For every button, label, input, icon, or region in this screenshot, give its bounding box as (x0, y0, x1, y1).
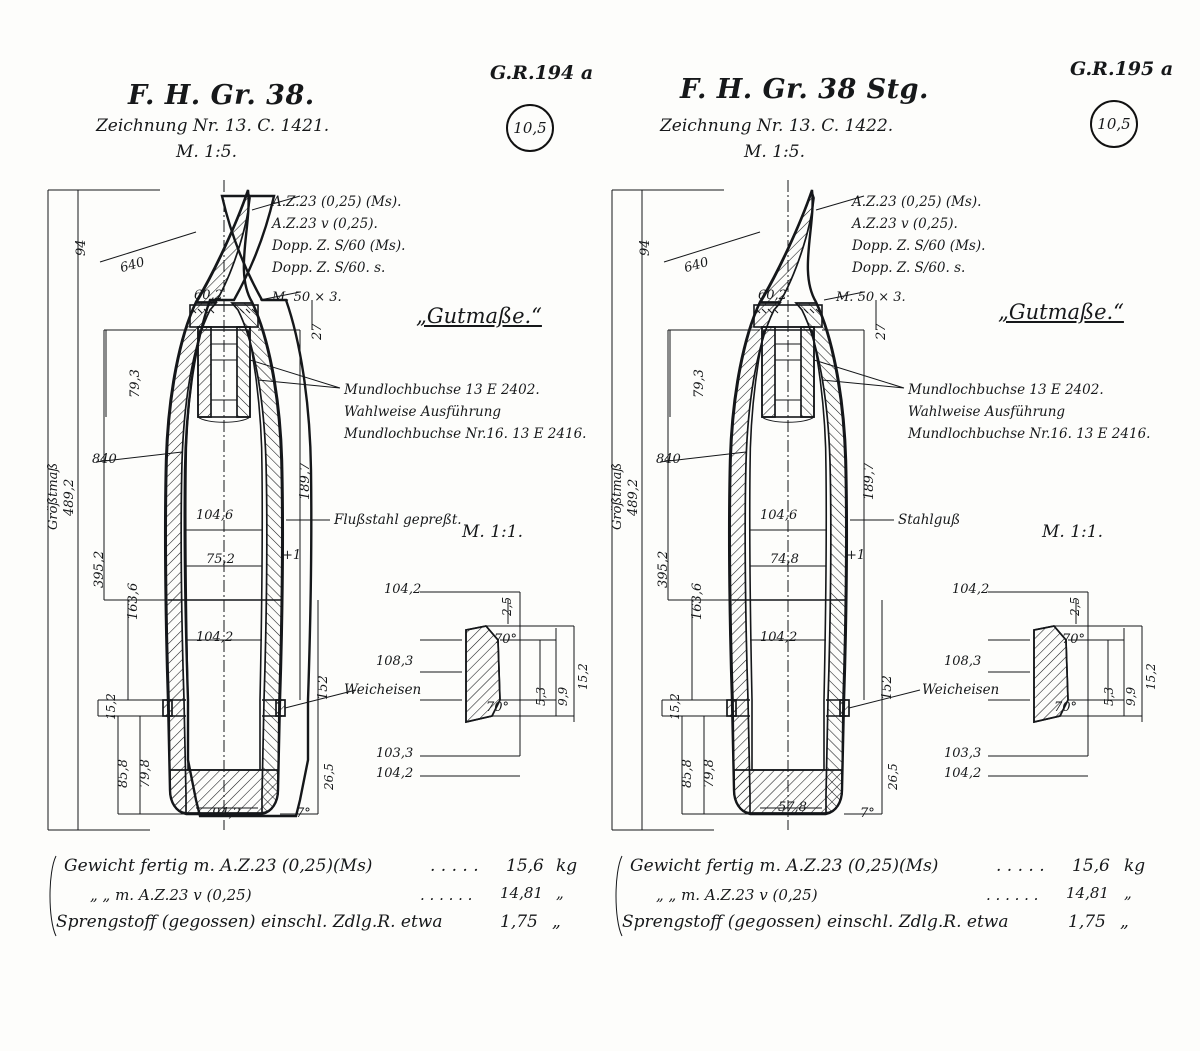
right-footer-line-2-unit: „ (1124, 884, 1132, 902)
left-detail-band-od: 108,3 (376, 654, 414, 669)
right-dim-mid-length2: 163,6 (690, 582, 705, 620)
right-footer-line-2-value: 14,81 (1066, 884, 1109, 902)
left-footer-line-1-dots: . . . . . (430, 856, 479, 876)
right-detail-total-w: 15,2 (1144, 663, 1158, 690)
left-dim-inner-radius: 840 (92, 452, 117, 467)
right-caliber-badge: 10,5 (1090, 100, 1138, 148)
right-dim-base-edge: 26,5 (886, 763, 900, 790)
left-bushing-note-3: Mundlochbuchse Nr.16. 13 E 2416. (344, 426, 587, 442)
right-dim-base-dia: 57,8 (778, 800, 807, 815)
left-footer-line-3-text: Sprengstoff (gegossen) einschl. Zdlg.R. etwa (56, 912, 443, 932)
right-dim-seat-depth: 27 (874, 323, 889, 340)
left-dim-base-dia: 94,2 (212, 806, 241, 821)
left-footer-line-1-unit: kg (556, 856, 578, 876)
right-dim-mouth-dia: 60,2 (758, 288, 787, 303)
left-drawing-number: Zeichnung Nr. 13. C. 1421. (96, 116, 330, 136)
left-footer-line-3-value: 1,75 (500, 912, 538, 932)
right-dim-wall: 74,8 (770, 552, 799, 567)
right-footer-line-2-text: „ „ m. A.Z.23 v (0,25) (656, 886, 818, 904)
left-catalog-code: G.R.194 a (490, 62, 594, 84)
right-dim-inner-dia-upper: 104,6 (760, 508, 798, 523)
right-detail-band-id: 103,3 (944, 746, 982, 761)
left-dim-tol: +1 (282, 548, 302, 563)
left-dim-base-len1: 85,8 (116, 759, 131, 788)
left-footer-line-3-unit: „ (552, 912, 561, 932)
left-dim-band-width: 15,2 (104, 693, 118, 720)
right-dim-mid-length: 189,7 (862, 462, 877, 500)
left-detail-scale: M. 1:1. (462, 522, 523, 542)
left-dim-base-len2: 79,8 (138, 759, 153, 788)
left-dim-mouth-dia: 60,2 (194, 288, 223, 303)
left-gutmasse-label: „Gutmaße.“ (416, 304, 542, 328)
right-material-note: Stahlguß (898, 512, 961, 528)
left-bushing-note-1: Mundlochbuchse 13 E 2402. (344, 382, 540, 398)
left-dim-inner-dia-upper: 104,6 (196, 508, 234, 523)
right-detail-base-dia: 104,2 (944, 766, 982, 781)
left-dim-seat-depth: 27 (310, 323, 325, 340)
right-footer-line-1-dots: . . . . . (996, 856, 1045, 876)
left-dim-ogive-radius: 640 (118, 254, 147, 277)
left-dim-inner-dia-lower: 104,2 (196, 630, 234, 645)
right-dim-max: 489,2 (626, 478, 641, 516)
right-footer-line-1-text: Gewicht fertig m. A.Z.23 (0,25)(Ms) (630, 856, 939, 876)
right-scale: M. 1:5. (744, 142, 805, 162)
left-footer-line-2-unit: „ (556, 884, 564, 902)
left-footer-line-1-text: Gewicht fertig m. A.Z.23 (0,25)(Ms) (64, 856, 373, 876)
left-detail-w2: 5,3 (534, 686, 548, 706)
left-dim-wall: 75,2 (206, 552, 235, 567)
right-detail-w2: 5,3 (1102, 686, 1116, 706)
right-dim-max-label: Größtmaß (610, 462, 625, 530)
left-fuze-note-3: Dopp. Z. S/60 (Ms). (272, 238, 406, 254)
left-footer-line-2-text: „ „ m. A.Z.23 v (0,25) (90, 886, 252, 904)
right-detail-band-od: 108,3 (944, 654, 982, 669)
right-drawing-number: Zeichnung Nr. 13. C. 1422. (660, 116, 894, 136)
left-footer-line-2-value: 14,81 (500, 884, 543, 902)
left-dim-max-label: Größtmaß (46, 462, 61, 530)
right-footer-line-3-text: Sprengstoff (gegossen) einschl. Zdlg.R. etwa (622, 912, 1009, 932)
left-footer-line-1-value: 15,6 (506, 856, 544, 876)
left-scale: M. 1:5. (176, 142, 237, 162)
right-dim-nose-height: 94 (638, 239, 653, 256)
right-detail-angle-top: 70° (1062, 632, 1086, 647)
left-detail-base-dia: 104,2 (376, 766, 414, 781)
left-fuze-note-1: A.Z.23 (0,25) (Ms). (272, 194, 402, 210)
right-footer-line-1-unit: kg (1124, 856, 1146, 876)
right-detail-w3: 9,9 (1124, 686, 1138, 706)
right-bushing-note-1: Mundlochbuchse 13 E 2402. (908, 382, 1104, 398)
left-dim-body-length: 395,2 (92, 550, 107, 588)
right-title: F. H. Gr. 38 Stg. (680, 74, 929, 105)
right-dim-band-length: 152 (880, 675, 895, 700)
left-dim-max: 489,2 (62, 478, 77, 516)
left-detail-angle-top: 70° (494, 632, 518, 647)
right-detail-scale: M. 1:1. (1042, 522, 1103, 542)
right-dim-inner-dia-lower: 104,2 (760, 630, 798, 645)
right-footer-line-3-unit: „ (1120, 912, 1129, 932)
right-dim-tol: +1 (846, 548, 866, 563)
right-fuze-note-2: A.Z.23 v (0,25). (852, 216, 958, 232)
right-dim-base-angle: 7° (860, 806, 875, 821)
right-dim-band-width: 15,2 (668, 693, 682, 720)
left-dim-mid-length2: 163,6 (126, 582, 141, 620)
right-footer-line-3-value: 1,75 (1068, 912, 1106, 932)
right-dim-thread: M. 50 × 3. (836, 290, 906, 305)
left-dim-base-angle: 7° (296, 806, 311, 821)
right-fuze-note-3: Dopp. Z. S/60 (Ms). (852, 238, 986, 254)
right-dim-inner-radius: 840 (656, 452, 681, 467)
right-fuze-note-4: Dopp. Z. S/60. s. (852, 260, 966, 276)
right-dim-ogive-radius: 640 (682, 254, 711, 277)
right-bushing-note-3: Mundlochbuchse Nr.16. 13 E 2416. (908, 426, 1151, 442)
left-title: F. H. Gr. 38. (128, 80, 315, 111)
left-detail-angle-bottom: 70° (486, 700, 510, 715)
right-footer-line-2-dots: . . . . . . (986, 886, 1039, 904)
left-caliber-badge: 10,5 (506, 104, 554, 152)
left-dim-cavity-depth: 79,3 (128, 369, 143, 398)
left-dim-nose-height: 94 (74, 239, 89, 256)
right-detail-w1: 2,5 (1068, 596, 1082, 616)
right-footer-line-1-value: 15,6 (1072, 856, 1110, 876)
left-bushing-note-2: Wahlweise Ausführung (344, 404, 502, 420)
right-bushing-note-2: Wahlweise Ausführung (908, 404, 1066, 420)
left-dim-thread: M. 50 × 3. (272, 290, 342, 305)
right-dim-base-len2: 79,8 (702, 759, 717, 788)
left-detail-band-id: 103,3 (376, 746, 414, 761)
left-dim-mid-length: 189,7 (298, 462, 313, 500)
left-detail-total-w: 15,2 (576, 663, 590, 690)
left-detail-w3: 9,9 (556, 686, 570, 706)
left-detail-top-dia: 104,2 (384, 582, 422, 597)
right-dim-base-len1: 85,8 (680, 759, 695, 788)
right-detail-angle-bottom: 70° (1054, 700, 1078, 715)
left-detail-w1: 2,5 (500, 596, 514, 616)
left-material-note: Flußstahl gepreßt. (334, 512, 462, 528)
left-fuze-note-4: Dopp. Z. S/60. s. (272, 260, 386, 276)
right-gutmasse-label: „Gutmaße.“ (998, 300, 1124, 324)
right-detail-top-dia: 104,2 (952, 582, 990, 597)
right-dim-cavity-depth: 79,3 (692, 369, 707, 398)
left-band-material-note: Weicheisen (344, 682, 422, 698)
left-footer-line-2-dots: . . . . . . (420, 886, 473, 904)
right-dim-body-length: 395,2 (656, 550, 671, 588)
left-dim-base-edge: 26,5 (322, 763, 336, 790)
right-fuze-note-1: A.Z.23 (0,25) (Ms). (852, 194, 982, 210)
right-band-material-note: Weicheisen (922, 682, 1000, 698)
right-catalog-code: G.R.195 a (1070, 58, 1174, 80)
left-fuze-note-2: A.Z.23 v (0,25). (272, 216, 378, 232)
left-dim-band-length: 152 (316, 675, 331, 700)
